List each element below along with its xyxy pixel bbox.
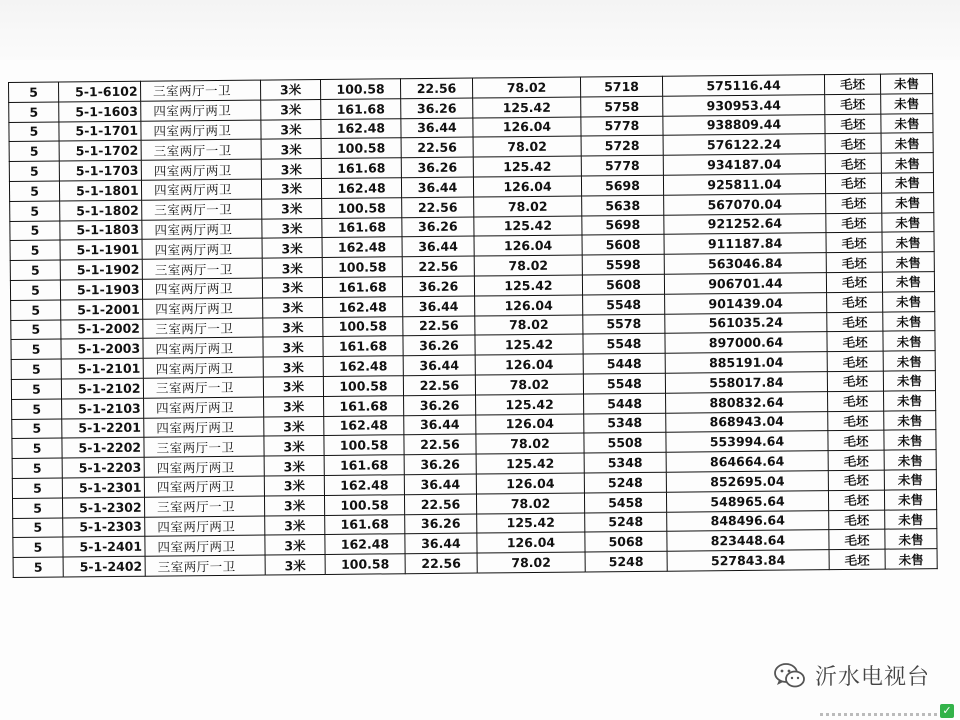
cell-sale-status: 未售	[883, 331, 935, 351]
cell-inner-area: 78.02	[473, 136, 581, 157]
cell-decoration: 毛坯	[828, 430, 884, 450]
cell-floor-height: 3米	[261, 178, 321, 198]
cell-inner-area: 78.02	[474, 196, 582, 217]
cell-decoration: 毛坯	[828, 490, 884, 510]
cell-total-price: 868943.04	[666, 411, 828, 432]
cell-unit-number: 5-1-1903	[60, 279, 142, 300]
cell-floor-height: 3米	[263, 297, 323, 317]
cell-unit-number: 5-1-1603	[59, 101, 141, 122]
cell-total-area: 100.58	[324, 435, 404, 456]
cell-unit-price: 5758	[581, 96, 663, 117]
cell-unit-number: 5-1-2402	[63, 556, 145, 577]
cell-total-price: 934187.04	[663, 154, 825, 175]
cell-layout: 四室两厅两卫	[142, 278, 262, 299]
cell-shared-area: 22.56	[401, 137, 473, 157]
cell-shared-area: 36.26	[403, 335, 475, 355]
cell-decoration: 毛坯	[829, 549, 885, 569]
cell-floor-height: 3米	[263, 376, 323, 396]
cell-sale-status: 未售	[881, 133, 933, 153]
cell-shared-area: 36.44	[401, 118, 473, 138]
cell-sale-status: 未售	[882, 232, 934, 252]
cell-floor-height: 3米	[264, 416, 324, 436]
cell-floor-height: 3米	[262, 238, 322, 258]
cell-unit-price: 5458	[584, 492, 666, 513]
cell-total-price: 527843.84	[667, 550, 829, 571]
cell-building: 5	[12, 458, 62, 478]
cell-shared-area: 36.44	[401, 177, 473, 197]
cell-decoration: 毛坯	[824, 74, 880, 94]
cell-building: 5	[12, 419, 62, 439]
cell-total-price: 575116.44	[662, 75, 824, 96]
cell-sale-status: 未售	[885, 549, 937, 569]
cell-sale-status: 未售	[885, 509, 937, 529]
page-top-margin	[0, 0, 960, 60]
cell-layout: 三室两厅一卫	[145, 555, 265, 576]
cell-unit-number: 5-1-1803	[60, 220, 142, 241]
cell-unit-number: 5-1-2302	[62, 497, 144, 518]
cell-unit-price: 5578	[583, 314, 665, 335]
cell-shared-area: 36.44	[403, 355, 475, 375]
cell-building: 5	[10, 201, 60, 221]
cell-shared-area: 22.56	[400, 78, 472, 98]
cell-inner-area: 125.42	[475, 334, 583, 355]
cell-total-area: 161.68	[321, 158, 401, 179]
cell-total-area: 161.68	[324, 455, 404, 476]
cell-building: 5	[12, 399, 62, 419]
cell-shared-area: 36.26	[404, 395, 476, 415]
cell-total-price: 567070.04	[664, 193, 826, 214]
cell-sale-status: 未售	[884, 450, 936, 470]
cell-unit-price: 5608	[582, 274, 664, 295]
table-body	[9, 74, 938, 578]
cell-sale-status: 未售	[883, 291, 935, 311]
cell-layout: 四室两厅两卫	[142, 238, 262, 259]
cell-unit-number: 5-1-1701	[59, 121, 141, 142]
cell-total-price: 558017.84	[665, 372, 827, 393]
cell-total-area: 100.58	[323, 376, 403, 397]
cell-total-area: 162.48	[325, 534, 405, 555]
cell-shared-area: 36.26	[405, 514, 477, 534]
cell-sale-status: 未售	[882, 192, 934, 212]
watermark-text: 沂水电视台	[814, 665, 930, 690]
cell-sale-status: 未售	[883, 351, 935, 371]
cell-building: 5	[10, 240, 60, 260]
cell-inner-area: 126.04	[476, 473, 584, 494]
cell-total-area: 162.48	[321, 178, 401, 199]
cell-total-area: 100.58	[322, 257, 402, 278]
cell-unit-price: 5248	[585, 551, 667, 572]
cell-inner-area: 125.42	[477, 513, 585, 534]
cell-decoration: 毛坯	[828, 391, 884, 411]
cell-inner-area: 78.02	[477, 552, 585, 573]
cell-layout: 三室两厅一卫	[141, 139, 261, 160]
cell-unit-price: 5248	[585, 512, 667, 533]
cell-unit-price: 5068	[585, 532, 667, 553]
cell-floor-height: 3米	[264, 495, 324, 515]
cell-sale-status: 未售	[883, 371, 935, 391]
cell-unit-price: 5608	[582, 235, 664, 256]
cell-building: 5	[10, 280, 60, 300]
cell-layout: 三室两厅一卫	[144, 436, 264, 457]
cell-unit-price: 5548	[583, 334, 665, 355]
cell-total-price: 880832.64	[666, 391, 828, 412]
cell-building: 5	[10, 221, 60, 241]
cell-sale-status: 未售	[882, 212, 934, 232]
cell-floor-height: 3米	[264, 475, 324, 495]
cell-unit-number: 5-1-2103	[62, 398, 144, 419]
cell-unit-price: 5348	[584, 452, 666, 473]
cell-decoration: 毛坯	[825, 134, 881, 154]
cell-building: 5	[12, 498, 62, 518]
cell-inner-area: 125.42	[473, 156, 581, 177]
cell-inner-area: 126.04	[475, 354, 583, 375]
cell-total-price: 864664.64	[666, 451, 828, 472]
cell-total-price: 938809.44	[663, 114, 825, 135]
cell-floor-height: 3米	[261, 159, 321, 179]
cell-total-price: 906701.44	[664, 273, 826, 294]
cell-total-area: 161.68	[323, 336, 403, 357]
cell-floor-height: 3米	[262, 198, 322, 218]
cell-floor-height: 3米	[265, 535, 325, 555]
cell-layout: 四室两厅两卫	[144, 456, 264, 477]
cell-unit-price: 5248	[584, 472, 666, 493]
cell-floor-height: 3米	[264, 436, 324, 456]
cell-decoration: 毛坯	[826, 213, 882, 233]
cell-layout: 四室两厅两卫	[145, 535, 265, 556]
cell-total-price: 930953.44	[663, 94, 825, 115]
cell-decoration: 毛坯	[826, 272, 882, 292]
cell-shared-area: 36.26	[402, 217, 474, 237]
cell-total-price: 823448.64	[667, 530, 829, 551]
cell-floor-height: 3米	[263, 357, 323, 377]
cell-total-price: 901439.04	[665, 292, 827, 313]
cell-sale-status: 未售	[880, 74, 932, 94]
cell-unit-number: 5-1-2102	[61, 378, 143, 399]
cell-inner-area: 78.02	[476, 433, 584, 454]
cell-building: 5	[11, 300, 61, 320]
cell-building: 5	[12, 438, 62, 458]
cell-inner-area: 78.02	[472, 77, 580, 98]
cell-decoration: 毛坯	[827, 292, 883, 312]
cell-decoration: 毛坯	[826, 232, 882, 252]
cell-unit-price: 5778	[581, 155, 663, 176]
cell-shared-area: 36.44	[403, 296, 475, 316]
cell-sale-status: 未售	[884, 430, 936, 450]
cell-total-price: 561035.24	[665, 312, 827, 333]
cell-total-price: 921252.64	[664, 213, 826, 234]
cell-floor-height: 3米	[263, 317, 323, 337]
cell-total-price: 925811.04	[663, 174, 825, 195]
cell-decoration: 毛坯	[827, 351, 883, 371]
cell-total-price: 911187.84	[664, 233, 826, 254]
cell-floor-height: 3米	[263, 337, 323, 357]
cell-sale-status: 未售	[884, 470, 936, 490]
cell-total-area: 162.48	[321, 118, 401, 139]
cell-total-price: 848496.64	[667, 510, 829, 531]
cell-unit-price: 5508	[584, 433, 666, 454]
cell-inner-area: 126.04	[473, 117, 581, 138]
cell-layout: 三室两厅一卫	[140, 80, 260, 101]
cell-building: 5	[9, 181, 59, 201]
cell-building: 5	[13, 537, 63, 557]
cell-unit-number: 5-1-6102	[59, 81, 141, 102]
cell-building: 5	[13, 557, 63, 577]
cell-total-area: 162.48	[324, 415, 404, 436]
cell-shared-area: 36.44	[404, 474, 476, 494]
cell-total-area: 100.58	[322, 198, 402, 219]
cell-total-price: 852695.04	[666, 471, 828, 492]
cell-unit-price: 5348	[584, 413, 666, 434]
cell-building: 5	[9, 161, 59, 181]
cell-unit-price: 5548	[583, 294, 665, 315]
cell-sale-status: 未售	[881, 173, 933, 193]
cell-building: 5	[9, 82, 59, 102]
cell-floor-height: 3米	[262, 218, 322, 238]
cell-total-price: 548965.64	[666, 490, 828, 511]
cell-inner-area: 125.42	[473, 97, 581, 118]
cell-shared-area: 22.56	[404, 434, 476, 454]
cell-layout: 三室两厅一卫	[142, 258, 262, 279]
cell-inner-area: 126.04	[476, 414, 584, 435]
cell-shared-area: 36.26	[401, 157, 473, 177]
cell-floor-height: 3米	[264, 456, 324, 476]
cell-total-area: 161.68	[324, 395, 404, 416]
cell-building: 5	[9, 102, 59, 122]
cell-layout: 四室两厅两卫	[141, 100, 261, 121]
cell-layout: 四室两厅两卫	[143, 337, 263, 358]
cell-unit-number: 5-1-2002	[61, 319, 143, 340]
cell-sale-status: 未售	[881, 153, 933, 173]
cell-unit-number: 5-1-1801	[59, 180, 141, 201]
cell-layout: 四室两厅两卫	[141, 159, 261, 180]
cell-building: 5	[11, 320, 61, 340]
cell-layout: 四室两厅两卫	[144, 417, 264, 438]
cell-total-area: 100.58	[325, 554, 405, 575]
cell-decoration: 毛坯	[825, 114, 881, 134]
cell-unit-price: 5548	[583, 373, 665, 394]
cell-layout: 四室两厅两卫	[143, 357, 263, 378]
cell-sale-status: 未售	[882, 252, 934, 272]
cell-decoration: 毛坯	[827, 371, 883, 391]
cell-floor-height: 3米	[262, 258, 322, 278]
cell-unit-number: 5-1-2101	[61, 358, 143, 379]
cell-floor-height: 3米	[261, 99, 321, 119]
cell-inner-area: 126.04	[475, 295, 583, 316]
cell-unit-number: 5-1-1703	[59, 160, 141, 181]
cell-layout: 四室两厅两卫	[141, 120, 261, 141]
cell-shared-area: 22.56	[405, 553, 477, 573]
cell-decoration: 毛坯	[829, 529, 885, 549]
cell-unit-price: 5638	[582, 195, 664, 216]
cell-decoration: 毛坯	[826, 252, 882, 272]
cell-inner-area: 125.42	[474, 216, 582, 237]
cell-inner-area: 78.02	[476, 493, 584, 514]
cell-decoration: 毛坯	[827, 312, 883, 332]
cell-building: 5	[11, 339, 61, 359]
cell-sale-status: 未售	[884, 410, 936, 430]
cell-floor-height: 3米	[261, 119, 321, 139]
cell-sale-status: 未售	[881, 113, 933, 133]
cell-total-area: 162.48	[323, 356, 403, 377]
cell-total-area: 100.58	[320, 79, 400, 100]
cell-sale-status: 未售	[883, 311, 935, 331]
cell-inner-area: 126.04	[477, 532, 585, 553]
cell-unit-price: 5598	[582, 254, 664, 275]
scan-edge-noise	[820, 713, 940, 716]
cell-layout: 四室两厅两卫	[142, 219, 262, 240]
cell-shared-area: 36.26	[401, 98, 473, 118]
cell-floor-height: 3米	[265, 515, 325, 535]
cell-building: 5	[9, 141, 59, 161]
cell-unit-number: 5-1-1902	[60, 259, 142, 280]
cell-total-area: 100.58	[321, 138, 401, 159]
cell-inner-area: 78.02	[475, 374, 583, 395]
cell-shared-area: 22.56	[404, 494, 476, 514]
cell-total-area: 100.58	[323, 316, 403, 337]
cell-layout: 四室两厅两卫	[144, 397, 264, 418]
cell-building: 5	[10, 260, 60, 280]
cell-decoration: 毛坯	[828, 470, 884, 490]
cell-decoration: 毛坯	[825, 94, 881, 114]
cell-unit-number: 5-1-1901	[60, 240, 142, 261]
cell-floor-height: 3米	[262, 277, 322, 297]
cell-shared-area: 22.56	[402, 256, 474, 276]
cell-total-area: 162.48	[323, 296, 403, 317]
cell-unit-number: 5-1-2202	[62, 438, 144, 459]
cell-floor-height: 3米	[261, 139, 321, 159]
cell-shared-area: 22.56	[403, 375, 475, 395]
cell-layout: 三室两厅一卫	[142, 199, 262, 220]
cell-unit-price: 5728	[581, 136, 663, 157]
cell-unit-number: 5-1-1702	[59, 141, 141, 162]
cell-sale-status: 未售	[882, 272, 934, 292]
cell-sale-status: 未售	[881, 93, 933, 113]
cell-building: 5	[11, 379, 61, 399]
cell-unit-price: 5698	[581, 175, 663, 196]
cell-total-area: 162.48	[324, 475, 404, 496]
cell-total-area: 161.68	[322, 217, 402, 238]
cell-decoration: 毛坯	[826, 193, 882, 213]
cell-unit-number: 5-1-2401	[63, 537, 145, 558]
cell-unit-price: 5778	[581, 116, 663, 137]
cell-shared-area: 22.56	[403, 316, 475, 336]
cell-unit-price: 5698	[582, 215, 664, 236]
cell-building: 5	[11, 359, 61, 379]
cell-inner-area: 78.02	[475, 315, 583, 336]
cell-shared-area: 36.44	[404, 415, 476, 435]
cell-decoration: 毛坯	[828, 450, 884, 470]
cell-layout: 三室两厅一卫	[143, 377, 263, 398]
cell-layout: 三室两厅一卫	[144, 496, 264, 517]
cell-total-area: 162.48	[322, 237, 402, 258]
cell-unit-price: 5718	[580, 76, 662, 97]
cell-unit-number: 5-1-1802	[60, 200, 142, 221]
cell-inner-area: 125.42	[476, 453, 584, 474]
cell-sale-status: 未售	[884, 390, 936, 410]
cell-inner-area: 126.04	[473, 176, 581, 197]
cell-inner-area: 78.02	[474, 255, 582, 276]
cell-total-price: 885191.04	[665, 352, 827, 373]
cell-layout: 四室两厅两卫	[145, 516, 265, 537]
cell-unit-number: 5-1-2303	[63, 517, 145, 538]
cell-layout: 四室两厅两卫	[143, 298, 263, 319]
price-table-container	[8, 73, 938, 578]
cell-unit-price: 5448	[584, 393, 666, 414]
cell-total-area: 100.58	[324, 494, 404, 515]
cell-inner-area: 125.42	[476, 394, 584, 415]
cell-total-area: 161.68	[322, 277, 402, 298]
cell-floor-height: 3米	[265, 555, 325, 575]
cell-inner-area: 125.42	[474, 275, 582, 296]
cell-floor-height: 3米	[260, 80, 320, 100]
cell-shared-area: 36.44	[405, 533, 477, 553]
cell-unit-number: 5-1-2003	[61, 339, 143, 360]
cell-total-price: 897000.64	[665, 332, 827, 353]
cell-unit-number: 5-1-2001	[61, 299, 143, 320]
cell-layout: 四室两厅两卫	[141, 179, 261, 200]
cell-sale-status: 未售	[884, 489, 936, 509]
cell-total-price: 576122.24	[663, 134, 825, 155]
cell-unit-price: 5448	[583, 353, 665, 374]
cell-unit-number: 5-1-2203	[62, 457, 144, 478]
cell-total-price: 563046.84	[664, 253, 826, 274]
cell-shared-area: 36.26	[402, 276, 474, 296]
corner-check-icon: ✓	[940, 704, 954, 718]
cell-floor-height: 3米	[264, 396, 324, 416]
cell-sale-status: 未售	[885, 529, 937, 549]
cell-total-area: 161.68	[325, 514, 405, 535]
cell-decoration: 毛坯	[825, 173, 881, 193]
cell-decoration: 毛坯	[829, 510, 885, 530]
cell-shared-area: 36.26	[404, 454, 476, 474]
cell-decoration: 毛坯	[825, 153, 881, 173]
cell-unit-number: 5-1-2201	[62, 418, 144, 439]
cell-building: 5	[9, 122, 59, 142]
cell-unit-number: 5-1-2301	[62, 477, 144, 498]
cell-decoration: 毛坯	[827, 331, 883, 351]
cell-layout: 四室两厅两卫	[144, 476, 264, 497]
cell-building: 5	[12, 478, 62, 498]
price-table	[8, 73, 938, 578]
cell-total-area: 161.68	[321, 99, 401, 120]
cell-shared-area: 22.56	[402, 197, 474, 217]
cell-inner-area: 126.04	[474, 235, 582, 256]
cell-decoration: 毛坯	[828, 411, 884, 431]
wechat-icon	[773, 662, 807, 690]
cell-layout: 三室两厅一卫	[143, 318, 263, 339]
watermark-logo	[773, 660, 930, 691]
cell-shared-area: 36.44	[402, 236, 474, 256]
cell-total-price: 553994.64	[666, 431, 828, 452]
cell-building: 5	[13, 518, 63, 538]
